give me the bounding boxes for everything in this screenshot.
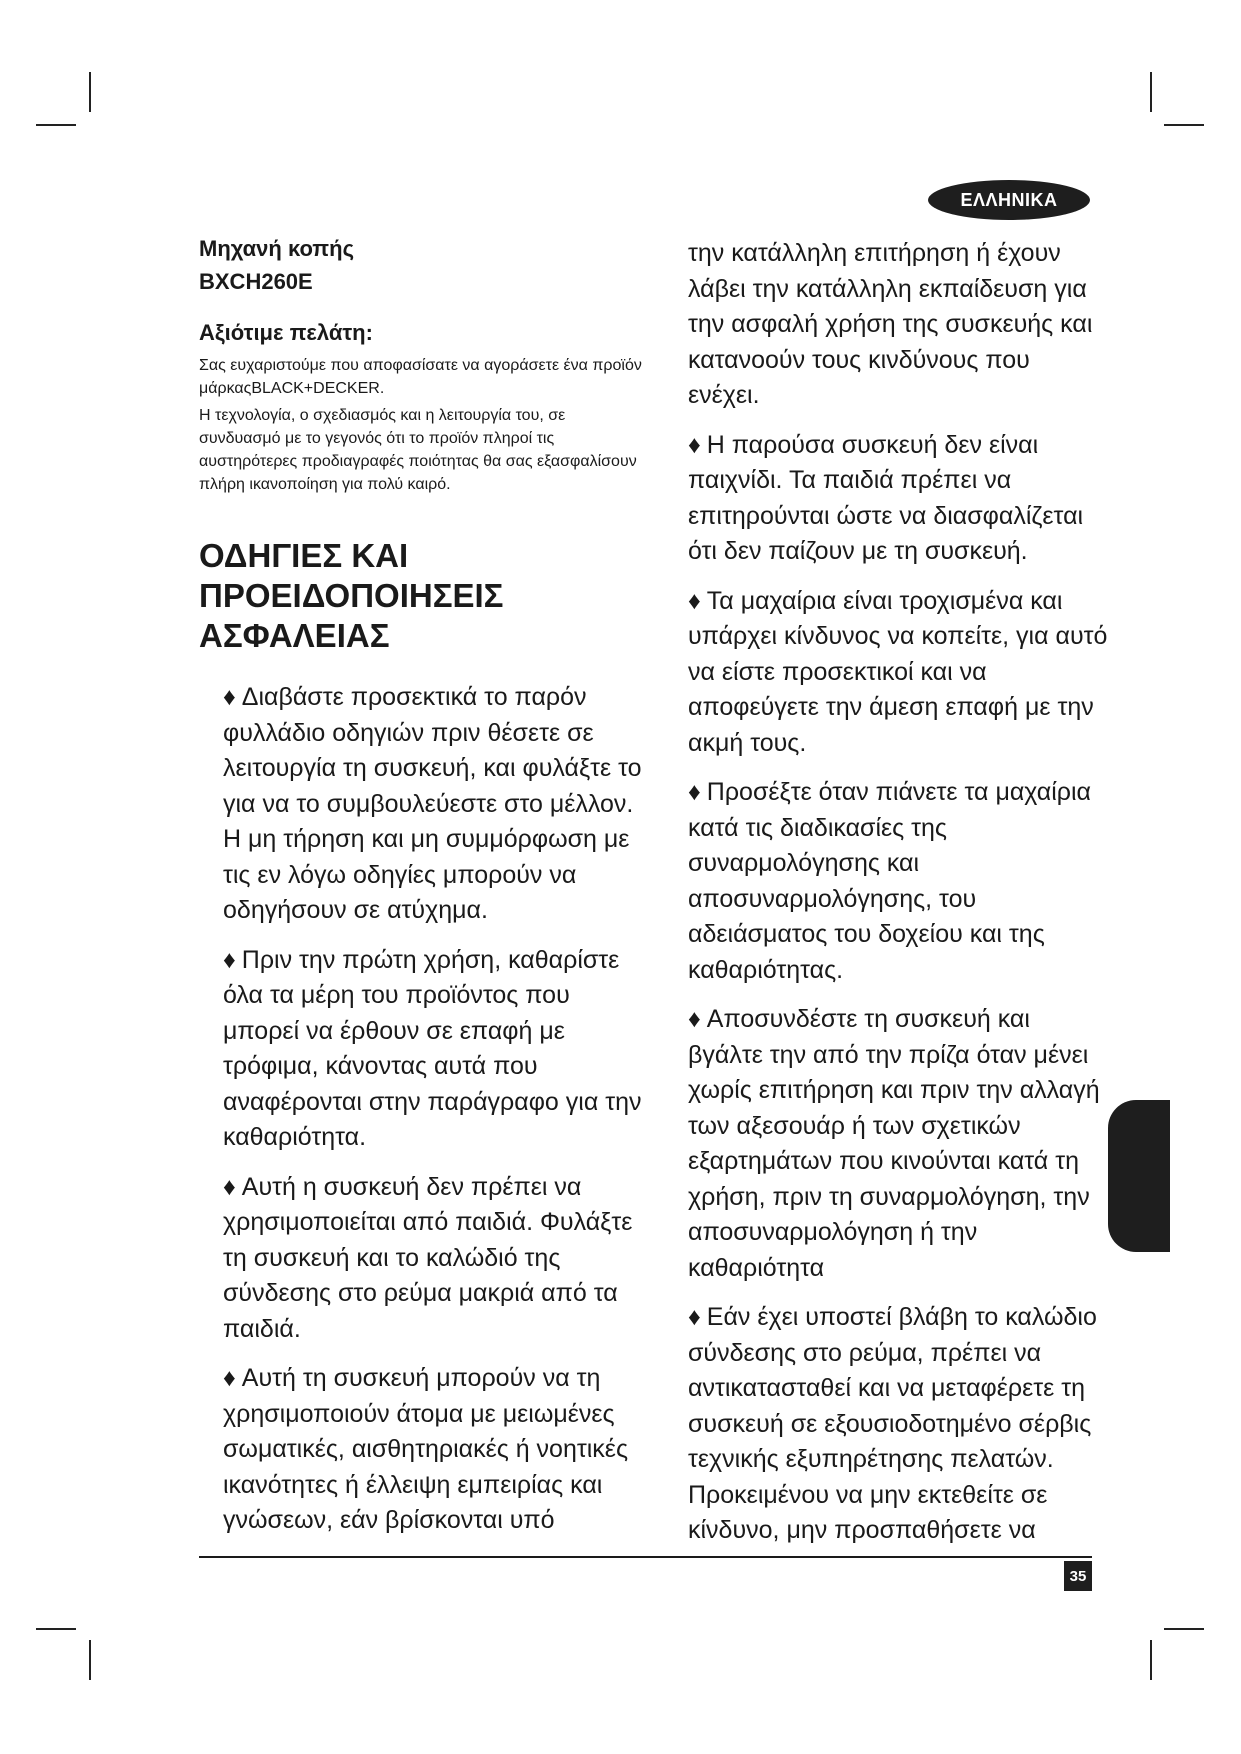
crop-mark-bottom-left-h bbox=[36, 1628, 76, 1630]
safety-list-left bbox=[199, 680, 649, 1539]
diamond-bullet-icon: ♦ bbox=[688, 430, 701, 459]
section-title: ΟΔΗΓΙΕΣ ΚΑΙ ΠΡΟΕΙΔΟΠΟΙΗΣΕΙΣ ΑΣΦΑΛΕΙΑΣ bbox=[199, 537, 504, 654]
list-item bbox=[688, 775, 1108, 988]
list-item-text: Πριν την πρώτη χρήση, καθαρίστε όλα τα μέρη του προϊόντος που μπορεί να έρθουν σε επαφή με τρόφιμα, κάνοντας αυτά που αναφέρονται στην παράγραφο για την καθαριότητα. bbox=[223, 945, 642, 1151]
list-item-text: Τα μαχαίρια είναι τροχισμένα και υπάρχει κίνδυνος να κοπείτε, για αυτό να είστε προσεκτικοί και να αποφεύγετε την άμεση επαφή με την ακμή τους. bbox=[688, 586, 1108, 757]
greeting-paragraph: Σας ευχαριστούμε που αποφασίσατε να αγοράσετε ένα προϊόν μάρκαςBLACK+DECKER. bbox=[199, 357, 642, 397]
crop-mark-top-left-h bbox=[36, 124, 76, 126]
list-item bbox=[223, 1170, 649, 1348]
crop-mark-bottom-left-v bbox=[89, 1640, 91, 1680]
right-column bbox=[688, 236, 1108, 1563]
list-item-text: Προσέξτε όταν πιάνετε τα μαχαίρια κατά τις διαδικασίες της συναρμολόγησης και αποσυναρμολόγησης, του αδειάσματος του δοχείου και της καθαριότητας. bbox=[688, 778, 1091, 984]
list-item bbox=[223, 680, 649, 929]
crop-mark-top-right-v bbox=[1150, 72, 1152, 112]
crop-mark-bottom-right-v bbox=[1150, 1640, 1152, 1680]
list-item bbox=[688, 1002, 1108, 1286]
section-thumb-tab bbox=[1108, 1100, 1170, 1252]
diamond-bullet-icon: ♦ bbox=[223, 1364, 236, 1392]
safety-list-right bbox=[688, 428, 1108, 1549]
list-item bbox=[223, 943, 649, 1156]
list-item bbox=[688, 1300, 1108, 1549]
list-item bbox=[688, 584, 1108, 762]
list-item-text: Αποσυνδέστε τη συσκευή και βγάλτε την από την πρίζα όταν μένει χωρίς επιτήρηση και πριν την αλλαγή των αξεσουάρ ή των σχετικών εξαρτημάτων που κινούνται κατά τη χρήση, πριν τη συναρμολόγηση, την αποσυναρμολόγηση ή την καθαριότητα bbox=[688, 1005, 1100, 1282]
crop-mark-top-right-h bbox=[1164, 124, 1204, 126]
diamond-bullet-icon: ♦ bbox=[223, 1172, 236, 1201]
diamond-bullet-icon: ♦ bbox=[688, 1303, 701, 1331]
greeting-paragraph: Η τεχνολογία, ο σχεδιασμός και η λειτουργία του, σε συνδυασμό με το γεγονός ότι το προϊόν πληροί τις αυστηρότερες προδιαγραφές ποιότητας θα σας εξασφαλίσουν πλήρη ικανοποίηση για πολύ καιρό. bbox=[199, 407, 637, 493]
language-tab: ΕΛΛΗΝΙΚΑ bbox=[928, 180, 1090, 220]
diamond-bullet-icon: ♦ bbox=[223, 945, 236, 974]
list-item bbox=[223, 1361, 649, 1539]
list-item-text: Εάν έχει υποστεί βλάβη το καλώδιο σύνδεσης στο ρεύμα, πρέπει να αντικατασταθεί και να μεταφέρετε τη συσκευή σε εξουσιοδοτημένο σέρβις τεχνικής εξυπηρέτησης πελατών. Προκειμένου να μην εκτεθείτε σε κίνδυνο, μην προσπαθήσετε να bbox=[688, 1303, 1097, 1544]
greeting-title: Αξιότιμε πελάτη: bbox=[199, 320, 373, 345]
list-item-text: Η παρούσα συσκευή δεν είναι παιχνίδι. Τα παιδιά πρέπει να επιτηρούνται ώστε να διασφαλίζεται ότι δεν παίζουν με τη συσκευή. bbox=[688, 430, 1084, 565]
greeting-text bbox=[199, 354, 649, 496]
crop-mark-top-left-v bbox=[89, 72, 91, 112]
crop-mark-bottom-right-h bbox=[1164, 1628, 1204, 1630]
list-item-text: Διαβάστε προσεκτικά το παρόν φυλλάδιο οδηγιών πριν θέσετε σε λειτουργία τη συσκευή, και φυλάξτε το για να το συμβουλεύεστε στο μέλλον. Η μη τήρηση και μη συμμόρφωση με τις εν λόγω οδηγίες μπορούν να οδηγήσουν σε ατύχημα. bbox=[223, 683, 642, 924]
left-column bbox=[199, 232, 649, 1553]
list-item bbox=[688, 428, 1108, 570]
list-item-continuation: την κατάλληλη επιτήρηση ή έχουν λάβει την κατάλληλη εκπαίδευση για την ασφαλή χρήση της συσκευής και κατανοούν τους κινδύνους που ενέχει. bbox=[688, 239, 1093, 409]
list-item-text: Αυτή τη συσκευή μπορούν να τη χρησιμοποιούν άτομα με μειωμένες σωματικές, αισθητηριακές ή νοητικές ικανότητες ή έλλειψη εμπειρίας και γνώσεων, εάν βρίσκονται υπό bbox=[223, 1364, 628, 1534]
footer-rule bbox=[199, 1556, 1092, 1558]
diamond-bullet-icon: ♦ bbox=[223, 683, 236, 711]
page-number: 35 bbox=[1064, 1561, 1092, 1591]
diamond-bullet-icon: ♦ bbox=[688, 1005, 701, 1033]
diamond-bullet-icon: ♦ bbox=[688, 586, 701, 615]
product-model: BXCH260E bbox=[199, 269, 313, 294]
list-item-text: Αυτή η συσκευή δεν πρέπει να χρησιμοποιείται από παιδιά. Φυλάξτε τη συσκευή και το καλώδιό της σύνδεσης στο ρεύμα μακριά από τα παιδιά. bbox=[223, 1172, 633, 1343]
diamond-bullet-icon: ♦ bbox=[688, 778, 701, 806]
product-name: Μηχανή κοπής bbox=[199, 236, 355, 261]
